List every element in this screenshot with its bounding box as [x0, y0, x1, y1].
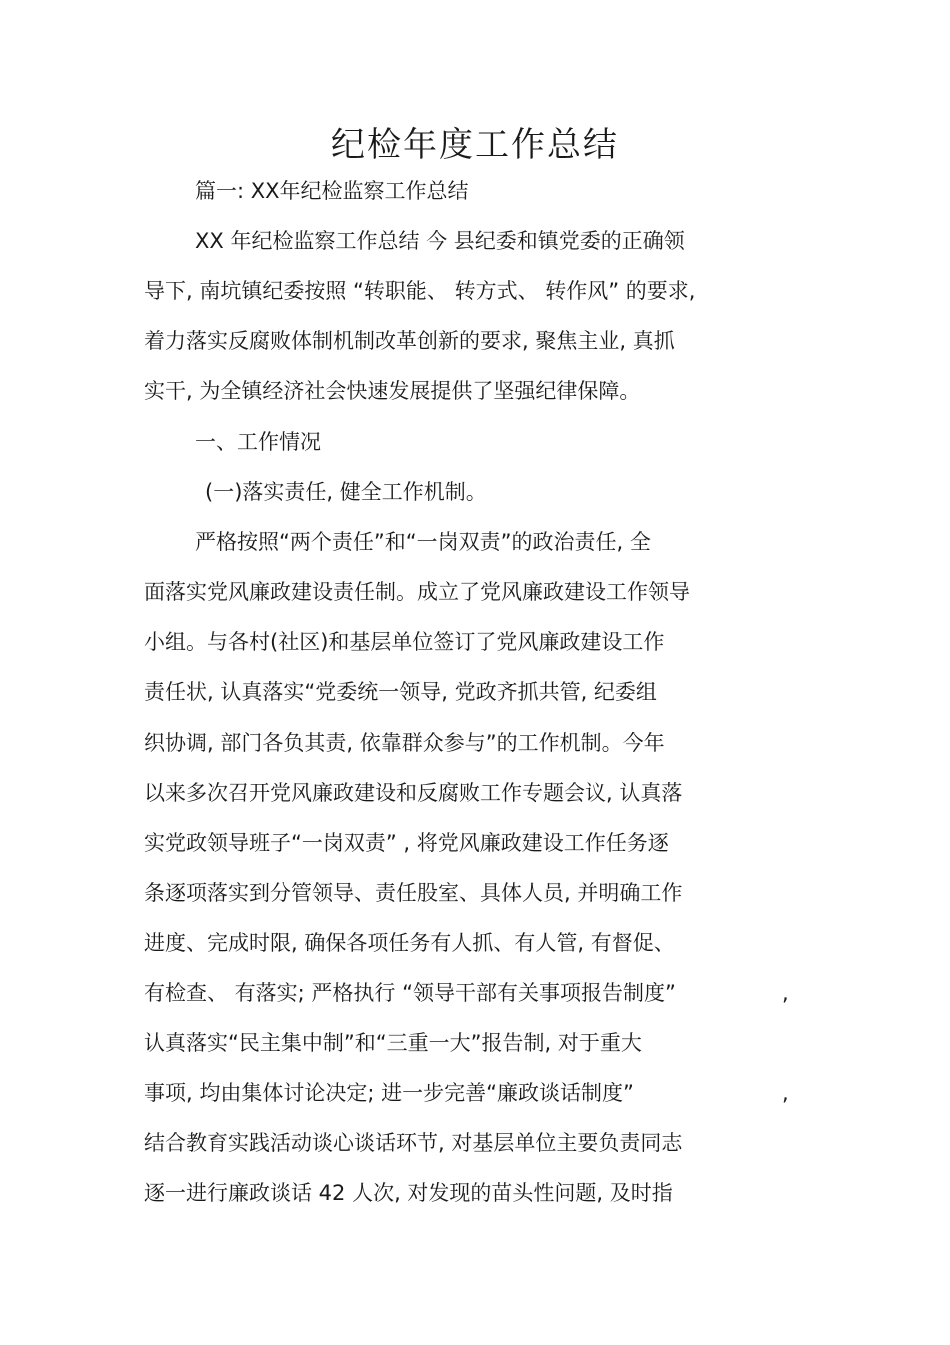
paragraph-line: 面落实党风廉政建设责任制。成立了党风廉政建设工作领导: [144, 580, 690, 604]
trailing-comma: ,: [782, 1081, 789, 1105]
section-heading: 篇一: XX年纪检监察工作总结: [195, 179, 469, 203]
paragraph-line: 导下, 南坑镇纪委按照 “转职能、 转方式、 转作风” 的要求,: [144, 279, 696, 303]
paragraph-line: 认真落实“民主集中制”和“三重一大”报告制, 对于重大: [144, 1031, 642, 1055]
paragraph-line: 事项, 均由集体讨论决定; 进一步完善“廉政谈话制度”: [144, 1081, 634, 1105]
paragraph-line: 织协调, 部门各负其责, 依靠群众参与”的工作机制。今年: [144, 731, 665, 755]
paragraph-line: 条逐项落实到分管领导、责任股室、具体人员, 并明确工作: [144, 881, 683, 905]
paragraph-line: 实党政领导班子“一岗双责” , 将党风廉政建设工作任务逐: [144, 831, 669, 855]
paragraph-line: 有检查、 有落实; 严格执行 “领导干部有关事项报告制度”: [144, 981, 676, 1005]
paragraph-line: 小组。与各村(社区)和基层单位签订了党风廉政建设工作: [144, 630, 665, 654]
paragraph-line: 结合教育实践活动谈心谈话环节, 对基层单位主要负责同志: [144, 1131, 683, 1155]
section-heading: 一、工作情况: [195, 430, 321, 454]
subsection-heading: (一)落实责任, 健全工作机制。: [205, 480, 487, 504]
paragraph-line: 着力落实反腐败体制机制改革创新的要求, 聚焦主业, 真抓: [144, 329, 675, 353]
paragraph-line: 逐一进行廉政谈话 42 人次, 对发现的苗头性问题, 及时指: [144, 1181, 673, 1205]
paragraph-line: 进度、完成时限, 确保各项任务有人抓、有人管, 有督促、: [144, 931, 675, 955]
paragraph-line: 责任状, 认真落实“党委统一领导, 党政齐抓共管, 纪委组: [144, 680, 657, 704]
paragraph-line: 实干, 为全镇经济社会快速发展提供了坚强纪律保障。: [144, 379, 641, 403]
paragraph-line: 以来多次召开党风廉政建设和反腐败工作专题会议, 认真落: [144, 781, 683, 805]
document-title: 纪检年度工作总结: [331, 125, 619, 165]
paragraph-line: 严格按照“两个责任”和“一岗双责”的政治责任, 全: [195, 530, 651, 554]
paragraph-line: XX 年纪检监察工作总结 今 县纪委和镇党委的正确领: [195, 229, 685, 253]
trailing-comma: ,: [782, 981, 789, 1005]
